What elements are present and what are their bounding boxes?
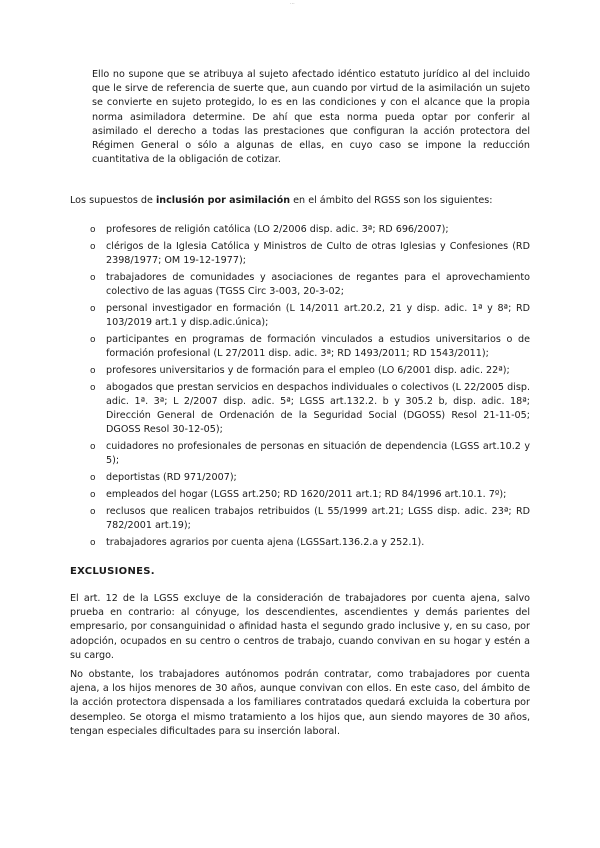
list-item bbox=[90, 271, 530, 299]
list-item bbox=[90, 488, 530, 502]
list-item-text: profesores universitarios y de formación para el empleo (LO 6/2001 disp. adic. 22ª); bbox=[106, 364, 510, 376]
inclusion-list bbox=[90, 223, 530, 552]
list-item-text: personal investigador en formación (L 14/2011 art.20.2, 21 y disp. adic. 1ª y 8ª; RD 103/2019 art.1 y disp.adic.única); bbox=[106, 302, 530, 328]
exclusions-heading: EXCLUSIONES. bbox=[70, 566, 155, 577]
intro-bold-term: inclusión por asimilación bbox=[155, 195, 291, 206]
intro-paragraph bbox=[70, 194, 530, 208]
list-item-text: profesores de religión católica (LO 2/2006 disp. adic. 3ª; RD 696/2007); bbox=[106, 224, 449, 235]
list-item bbox=[90, 440, 530, 468]
list-item-text: empleados del hogar (LGSS art.250; RD 1620/2011 art.1; RD 84/1996 art.10.1. 7º); bbox=[106, 488, 507, 500]
list-item-text: deportistas (RD 971/2007); bbox=[106, 472, 237, 483]
bullet-marker: o bbox=[90, 506, 96, 517]
bullet-marker: o bbox=[90, 365, 96, 376]
list-item bbox=[90, 505, 530, 533]
list-item-text: trabajadores de comunidades y asociaciones de regantes para el aprovechamiento colectivo de las aguas (TGSS Circ 3-003, 20-3-02; bbox=[106, 271, 530, 297]
bullet-marker: o bbox=[90, 537, 96, 548]
bullet-marker: o bbox=[90, 442, 96, 452]
exclusions-paragraph-1: El art. 12 de la LGSS excluye de la consideración de trabajadores por cuenta ajena, salvo prueba en contrario: al cónyuge, los descendientes, ascendientes y demás parientes del empresario, por consanguinidad o afinidad hasta el segundo grado inclusive y, en su caso, por adopción, ocupados en su centro o centros de trabajo, cuando convivan en su hogar y estén a su cargo. bbox=[70, 593, 530, 661]
list-item-text: reclusos que realicen trabajos retribuidos (L 55/1999 art.21; LGSS disp. adic. 23ª; RD 782/2001 art.19); bbox=[106, 505, 530, 531]
list-item bbox=[90, 302, 530, 330]
list-item-text: abogados que prestan servicios en despachos individuales o colectivos (L 22/2005 disp. adic. 1ª. 3ª; L 2/2007 disp. adic. 5ª; LGSS art.132.2. b y 305.2 b, disp. adic. 18ª; Dirección General de Ordenación de la Seguridad Social (DGOSS) Resol 21-11-05; DGOSS Resol 30-12-05); bbox=[106, 381, 530, 436]
list-item bbox=[90, 240, 530, 268]
exclusions-paragraph-2: No obstante, los trabajadores autónomos podrán contratar, como trabajadores por cuenta ajena, a los hijos menores de 30 años, aunque convivan con ellos. En este caso, del ámbito de la acción protectora dispensada a los familiares contratados quedará excluida la cobertura por desempleo. Se otorga el mismo tratamiento a los hijos que, aun siendo mayores de 30 años, tengan especiales dificultades para su inserción laboral. bbox=[70, 669, 530, 737]
bullet-marker: o bbox=[90, 241, 96, 252]
intro-text-before: Los supuestos de bbox=[70, 195, 156, 206]
list-item-text: trabajadores agrarios por cuenta ajena (LGSSart.136.2.a y 252.1). bbox=[106, 536, 425, 548]
list-item bbox=[90, 364, 530, 378]
bullet-marker: o bbox=[90, 303, 96, 314]
list-item-text: cuidadores no profesionales de personas en situación de dependencia (LGSS art.10.2 y 5); bbox=[106, 441, 530, 467]
list-item bbox=[90, 381, 530, 438]
intro-text-after: en el ámbito del RGSS son los siguientes: bbox=[290, 195, 493, 206]
bullet-marker: o bbox=[90, 334, 96, 345]
indented-paragraph: Ello no supone que se atribuya al sujeto afectado idéntico estatuto jurídico al del incluido que le sirve de referencia de suerte que, aun cuando por virtud de la asimilación un sujeto se convierte en sujeto protegido, lo es en las condiciones y con el alcance que la propia norma asimiladora determine. De ahí que esta norma pueda optar por conferir al asimilado el derecho a todas las prestaciones que configuran la acción protectora del Régimen General o sólo a algunas de ellas, en cuyo caso se impone la reducción cuantitativa de la obligación de cotizar. bbox=[92, 69, 530, 166]
bullet-marker: o bbox=[90, 489, 96, 500]
bullet-marker: o bbox=[90, 272, 96, 283]
list-item bbox=[90, 536, 530, 550]
list-item bbox=[90, 471, 530, 485]
list-item bbox=[90, 223, 530, 237]
list-item-text: participantes en programas de formación vinculados a estudios universitarios o de formación profesional (L 27/2011 disp. adic. 3ª; RD 1493/2011; RD 1543/2011); bbox=[106, 333, 530, 359]
bullet-marker: o bbox=[90, 473, 96, 483]
bullet-marker: o bbox=[90, 382, 96, 393]
list-item-text: clérigos de la Iglesia Católica y Ministros de Culto de otras Iglesias y Confesiones (RD 2398/1977; OM 19-12-1977); bbox=[106, 240, 530, 266]
list-item bbox=[90, 333, 530, 361]
bullet-marker: o bbox=[90, 225, 96, 235]
page-header-mark: ... bbox=[290, 0, 295, 6]
